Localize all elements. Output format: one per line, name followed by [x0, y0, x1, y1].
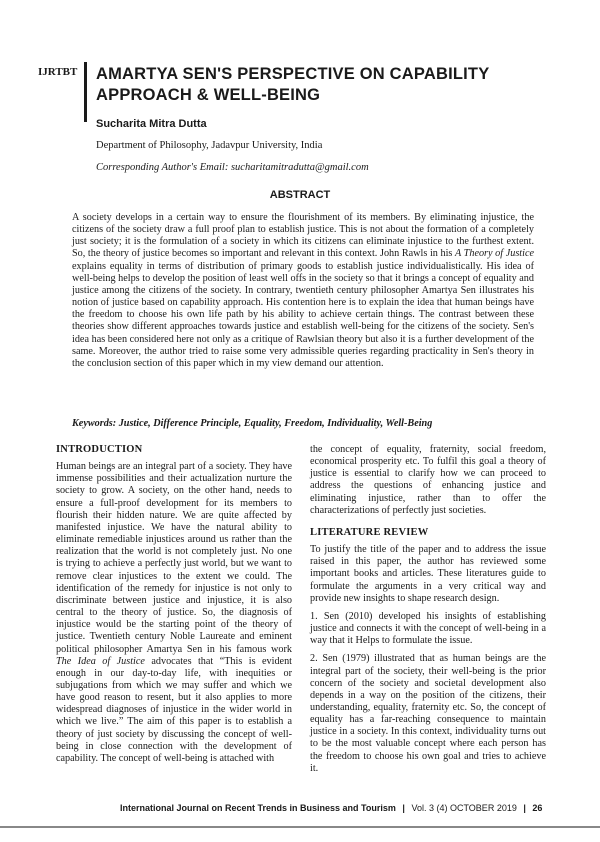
introduction-continuation: the concept of equality, fraternity, social freedom, economical prosperity etc. To fulfil this goal a theory of justice is essential to clarify how we can proceed to address the questions of enhancing justice and eliminating injustice, rather than to offer the characterizations of perfectly just societies. [310, 444, 546, 516]
introduction-heading: INTRODUCTION [56, 444, 143, 455]
footer-separator: | [402, 803, 405, 813]
paper-title: AMARTYA SEN'S PERSPECTIVE ON CAPABILITY APPROACH & WELL-BEING [96, 65, 490, 104]
introduction-text-part1: Human beings are an integral part of a society. They have immense possibilities and their actualization nurture the society to grow. A society, on the other hand, needs to ensure a full-proof development for its members to flourish their hidden nature. We are quite affected by manifested injustice. We have the natural ability to eliminate remediable injustices around us rather than the realization that the world is not completely just. No one is trying to achieve a perfectly just world, but we want to remove clear injustices to the extent we could. The identification of the remedy for injustice is not only to discriminate between justice and injustice, it is also central to the theory of justice. So, the diagnosis of injustice would be the starting point of the theory of justice. Twentieth century Noble Laureate and eminent political philosopher Amartya Sen in his famous work [56, 461, 292, 655]
keywords: Keywords: Justice, Difference Principle, Equality, Freedom, Individuality, Well-Being [72, 418, 433, 429]
author-email: Corresponding Author's Email: sucharitamitradutta@gmail.com [96, 162, 369, 173]
footer-rule [0, 826, 600, 828]
journal-tag: IJRTBT [38, 66, 78, 78]
footer-journal: International Journal on Recent Trends in Business and Tourism [120, 803, 396, 813]
introduction-text-part2: advocates that “This is evident enough in our day-to-day life, with inequities or subjugations from which we may suffer and which we have good reason to resent, but it also applies to more widespread diagnoses of injustice in the wider world in which we live.” The aim of this paper is to establish a theory of just society by discussing the concept of well-being in close connection with the development of capability. The concept of well-being is attached with [56, 655, 292, 764]
footer-volume: Vol. 3 (4) OCTOBER 2019 [411, 803, 517, 813]
abstract-text-part1: A society develops in a certain way to ensure the flourishment of its members. By eliminating injustice, the citizens of the society draw a full proof plan to establish justice. This is not about the formation of a completely just society; it is the formulation of a society in which its citizens can eliminate injustice to the furthest extent. So, the theory of justice becomes so important and relevant in this context. John Rawls in his [72, 212, 534, 260]
abstract-book-title: A Theory of Justice [455, 248, 534, 260]
abstract-heading: ABSTRACT [269, 189, 331, 201]
left-column [56, 444, 292, 771]
author-name: Sucharita Mitra Dutta [96, 118, 207, 130]
introduction-book-title: The Idea of Justice [56, 655, 145, 667]
literature-review-heading: LITERATURE REVIEW [310, 526, 429, 538]
literature-paragraph: 2. Sen (1979) illustrated that as human beings are the integral part of the society, their well-being is the prior concern of the society and societal development also depends in a way on the position of the citizens, their understanding, equality, fraternity etc. So, the concept of equality has a far-reaching consequence to maintain justice in a society. In this context, individuality turns out to be the most valuable concept where each person has the freedom to choose his own goal and tries to achieve it. [310, 653, 546, 774]
page-footer [120, 803, 560, 813]
footer-page-number: 26 [532, 803, 543, 813]
author-affiliation: Department of Philosophy, Jadavpur University, India [96, 140, 323, 151]
right-column [310, 444, 546, 781]
title-rule [84, 62, 87, 122]
footer-separator: | [523, 803, 526, 813]
introduction-paragraph [56, 461, 292, 765]
abstract-text-part2: explains equality in terms of distribution of primary goods to establish justice individualistically. His idea of well-being helps to develop the position of least well offs in the society so that it brings a concept of equality and justice among the citizens of the society. In contrary, twentieth century philosopher Amartya Sen illustrates his notion of justice based on capability approach. His contention here is to explain the idea that human beings have the freedom to choose his own life path by his ability to achieve certain things. The contrast between these theories show different approaches towards justice and establish well-being for the citizens of the society. Sen's idea has been considered here not only as a critique of Rawlsian theory but also it is a further development of the same. Moreover, the author tried to raise some very admissible queries regarding practicality in Sen's theory in the conclusion section of this paper which in my view demand our attention. [72, 260, 534, 369]
abstract-text [72, 212, 534, 370]
literature-paragraph: 1. Sen (2010) developed his insights of establishing justice and connects it with the concept of well-being in a way that it Helps to formulate the issue. [310, 610, 546, 647]
literature-paragraph: To justify the title of the paper and to address the issue raised in this paper, the author has reviewed some important books and articles. These literatures guide to formulate the arguments in a very critical way and provide new insights to shape research design. [310, 544, 546, 604]
